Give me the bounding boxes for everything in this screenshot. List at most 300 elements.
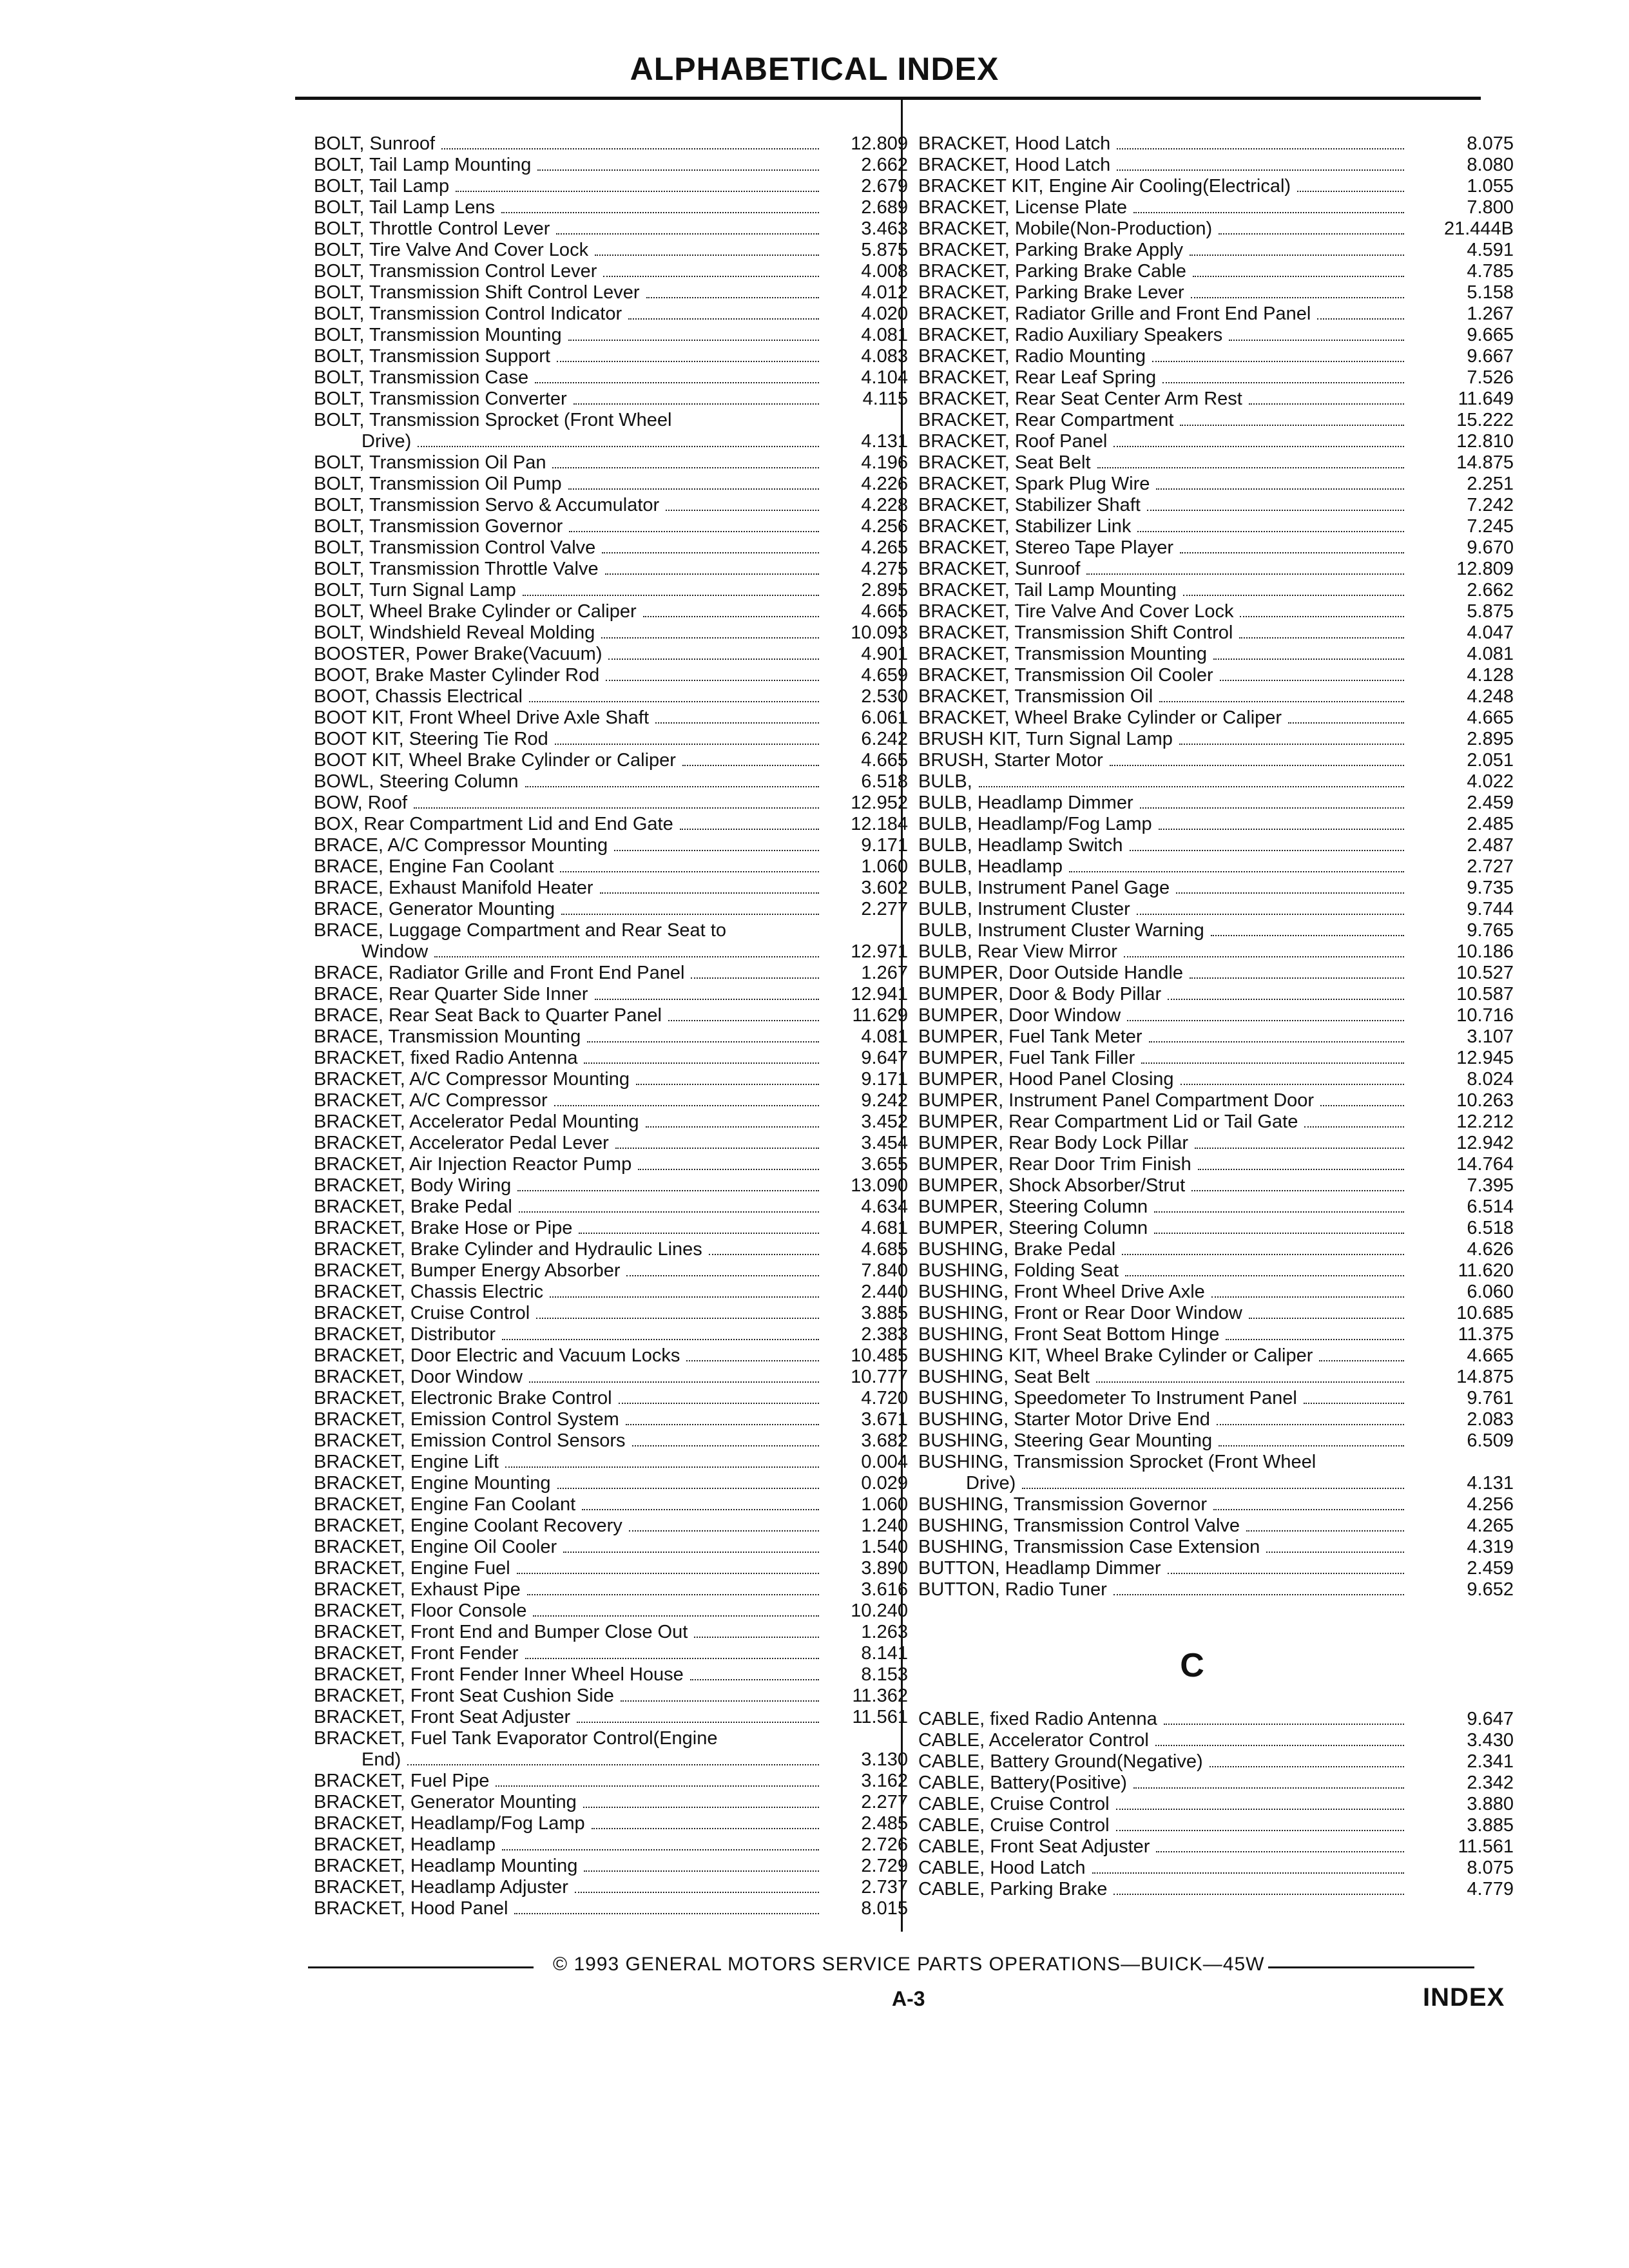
index-entry <box>314 1282 908 1303</box>
entry-label: BUSHING, Transmission Sprocket (Front Wheel <box>918 1452 1316 1472</box>
entry-name <box>918 1558 1411 1579</box>
entry-label: BUMPER, Steering Column <box>918 1196 1148 1217</box>
dot-leader <box>1159 701 1404 702</box>
entry-page-ref: 10.263 <box>1456 1090 1514 1111</box>
entry-label: BUMPER, Hood Panel Closing <box>918 1069 1174 1090</box>
dot-leader <box>533 1615 819 1617</box>
entry-name <box>314 771 825 793</box>
entry-page-ref: 7.242 <box>1467 495 1514 515</box>
entry-page-ref: 7.840 <box>861 1260 908 1281</box>
entry-name <box>918 1794 1411 1815</box>
entry-page-ref: 4.634 <box>861 1196 908 1217</box>
entry-label: BUSHING, Transmission Governor <box>918 1494 1208 1515</box>
entry-name <box>918 1324 1411 1345</box>
entry-page-ref: 4.275 <box>861 559 908 579</box>
entry-name <box>918 1494 1411 1515</box>
index-entry <box>314 1643 908 1664</box>
entry-page-ref: 5.875 <box>1467 601 1514 622</box>
index-entry <box>314 920 908 941</box>
entry-label: BRACKET, Generator Mounting <box>314 1792 577 1812</box>
entry-label: Drive) <box>966 1473 1016 1494</box>
entry-label: BUSHING, Transmission Control Valve <box>918 1515 1240 1536</box>
dot-leader <box>517 1573 819 1574</box>
dot-leader <box>694 1637 819 1638</box>
dot-leader <box>600 892 819 894</box>
entry-label: BRACKET, Parking Brake Lever <box>918 282 1184 303</box>
entry-label: BUSHING, Starter Motor Drive End <box>918 1409 1210 1430</box>
entry-name <box>314 941 825 963</box>
dot-leader <box>1211 1296 1404 1298</box>
entry-page-ref: 4.591 <box>1467 240 1514 260</box>
entry-name <box>314 1133 825 1154</box>
index-entry <box>314 1069 908 1090</box>
entry-name <box>314 814 825 835</box>
dot-leader <box>501 212 819 213</box>
entry-name <box>314 899 825 920</box>
index-entry <box>314 261 908 282</box>
entry-page-ref: 4.256 <box>1467 1494 1514 1515</box>
index-entry <box>918 218 1514 240</box>
entry-name <box>918 686 1411 707</box>
dot-leader <box>1213 658 1404 660</box>
dot-leader <box>1141 1062 1404 1064</box>
index-entry <box>918 1836 1514 1858</box>
entry-page-ref: 10.093 <box>851 622 908 643</box>
entry-label: BUSHING, Folding Seat <box>918 1260 1119 1281</box>
index-entry <box>918 729 1514 750</box>
page-title: ALPHABETICAL INDEX <box>630 51 999 87</box>
dot-leader <box>1266 1552 1404 1553</box>
dot-leader <box>537 169 819 171</box>
entry-name <box>918 1858 1411 1879</box>
index-entry <box>918 1239 1514 1260</box>
index-entry <box>314 133 908 155</box>
index-entry <box>918 325 1514 346</box>
entry-name <box>918 1367 1411 1388</box>
entry-name <box>918 1515 1411 1537</box>
entry-label: BOLT, Transmission Governor <box>314 516 563 537</box>
entry-name <box>918 176 1411 197</box>
entry-label: BRACKET, Engine Oil Cooler <box>314 1537 557 1557</box>
index-entry <box>314 431 908 452</box>
entry-page-ref: 2.895 <box>861 580 908 601</box>
entry-label: BULB, Headlamp/Fog Lamp <box>918 814 1152 834</box>
dot-leader <box>595 255 819 256</box>
entry-page-ref: 4.681 <box>861 1218 908 1238</box>
entry-label: BRACKET, Front Seat Cushion Side <box>314 1686 614 1706</box>
entry-page-ref: 3.616 <box>861 1579 908 1600</box>
entry-label: BRACKET, Engine Fan Coolant <box>314 1494 576 1515</box>
entry-name <box>918 1090 1411 1111</box>
dot-leader <box>557 361 819 362</box>
entry-label: CABLE, Cruise Control <box>918 1794 1110 1814</box>
entry-page-ref: 2.737 <box>861 1877 908 1898</box>
entry-page-ref: 12.942 <box>1456 1133 1514 1153</box>
entry-label: BUTTON, Radio Tuner <box>918 1579 1107 1600</box>
index-entry <box>314 1005 908 1026</box>
dot-leader <box>1317 318 1404 320</box>
entry-page-ref: 1.060 <box>861 1494 908 1515</box>
entry-name <box>314 856 825 878</box>
entry-label: BOLT, Tail Lamp Lens <box>314 197 496 218</box>
dot-leader <box>1180 552 1404 553</box>
entry-label: BRACKET, Stabilizer Link <box>918 516 1132 537</box>
entry-page-ref: 21.444B <box>1443 218 1514 239</box>
entry-page-ref: 4.081 <box>1467 644 1514 664</box>
entry-page-ref: 2.051 <box>1467 750 1514 771</box>
entry-name <box>918 1815 1411 1836</box>
entry-name <box>918 325 1411 346</box>
entry-name <box>918 1730 1411 1751</box>
index-entry <box>314 1515 908 1537</box>
entry-label: BOLT, Transmission Oil Pan <box>314 452 546 473</box>
index-entry <box>314 410 908 431</box>
dot-leader <box>979 786 1404 787</box>
dot-leader <box>1249 1318 1404 1319</box>
index-entry <box>314 1239 908 1260</box>
index-entry <box>918 814 1514 835</box>
entry-label: BRACKET, Body Wiring <box>314 1175 512 1196</box>
entry-page-ref: 9.171 <box>861 1069 908 1090</box>
entry-label: BRACE, Rear Seat Back to Quarter Panel <box>314 1005 662 1026</box>
index-entry <box>918 1879 1514 1900</box>
entry-label: BRACKET, Headlamp Mounting <box>314 1856 578 1876</box>
entry-page-ref: 11.561 <box>852 1707 908 1727</box>
index-entry <box>918 1537 1514 1558</box>
index-entry <box>314 1558 908 1579</box>
entry-label: BOLT, Transmission Support <box>314 346 550 367</box>
dot-leader <box>582 1509 819 1510</box>
index-entry <box>918 303 1514 325</box>
dot-leader <box>1183 595 1404 596</box>
entry-label: BRACKET, Stereo Tape Player <box>918 537 1173 558</box>
index-entry <box>918 963 1514 984</box>
dot-leader <box>595 999 819 1000</box>
dot-leader <box>1092 1872 1404 1874</box>
entry-page-ref: 4.081 <box>861 1026 908 1047</box>
dot-leader <box>1124 956 1404 957</box>
dot-leader <box>1213 1509 1404 1510</box>
entry-name <box>918 389 1411 410</box>
entry-name <box>918 282 1411 303</box>
entry-name <box>918 1026 1411 1048</box>
entry-label: CABLE, Hood Latch <box>918 1858 1086 1878</box>
entry-name <box>314 963 825 984</box>
index-entry <box>918 1090 1514 1111</box>
dot-leader <box>686 1360 819 1361</box>
entry-label: BRACKET, Fuel Pipe <box>314 1771 490 1791</box>
entry-page-ref: 4.022 <box>1467 771 1514 792</box>
dot-leader <box>563 1552 819 1553</box>
entry-name <box>918 580 1411 601</box>
entry-name <box>314 1409 825 1430</box>
entry-page-ref: 11.362 <box>852 1686 908 1706</box>
entry-name <box>314 1026 825 1048</box>
entry-label: BULB, Instrument Panel Gage <box>918 878 1170 898</box>
index-entry <box>314 325 908 346</box>
entry-page-ref: 9.647 <box>861 1048 908 1068</box>
entry-page-ref: 4.248 <box>1467 686 1514 707</box>
dot-leader <box>1127 1020 1404 1021</box>
index-entry <box>918 240 1514 261</box>
entry-name <box>918 644 1411 665</box>
footer-copyright: © 1993 GENERAL MOTORS SERVICE PARTS OPERATIONS—BUICK—45W <box>553 1954 1265 1975</box>
dot-leader <box>1198 1169 1404 1170</box>
entry-page-ref: 4.665 <box>861 601 908 622</box>
entry-name <box>314 1622 825 1643</box>
index-entry <box>918 707 1514 729</box>
entry-page-ref: 11.649 <box>1458 389 1514 409</box>
entry-name <box>918 707 1411 729</box>
dot-leader <box>628 318 819 320</box>
index-entry <box>918 1175 1514 1196</box>
entry-page-ref: 4.047 <box>1467 622 1514 643</box>
entry-page-ref: 4.265 <box>861 537 908 558</box>
entry-name <box>918 1196 1411 1218</box>
dot-leader <box>601 637 819 639</box>
entry-page-ref: 1.540 <box>861 1537 908 1557</box>
index-entry <box>918 389 1514 410</box>
entry-label: BRACKET, Hood Panel <box>314 1898 508 1919</box>
entry-name <box>918 814 1411 835</box>
index-entry <box>918 282 1514 303</box>
entry-name <box>918 367 1411 389</box>
index-entry <box>314 1430 908 1452</box>
entry-page-ref: 11.375 <box>1458 1324 1514 1345</box>
index-entry <box>314 218 908 240</box>
index-entry <box>918 1324 1514 1345</box>
blank-spacer <box>918 1600 1514 1622</box>
entry-name <box>918 1303 1411 1324</box>
dot-leader <box>555 744 819 745</box>
dot-leader <box>1117 169 1404 171</box>
dot-leader <box>603 276 819 277</box>
entry-name <box>314 1324 825 1345</box>
index-entry <box>314 1792 908 1813</box>
index-entry <box>314 1154 908 1175</box>
entry-label: BRACKET, Floor Console <box>314 1600 527 1621</box>
entry-label: BRACKET, Engine Mounting <box>314 1473 551 1494</box>
entry-name <box>918 601 1411 622</box>
dot-leader <box>1116 1809 1404 1810</box>
entry-page-ref: 2.459 <box>1467 793 1514 813</box>
index-entry <box>918 431 1514 452</box>
dot-leader <box>1191 297 1404 298</box>
entry-page-ref: 4.256 <box>861 516 908 537</box>
index-entry <box>918 197 1514 218</box>
entry-label: BRACKET, Spark Plug Wire <box>918 474 1150 494</box>
index-entry <box>314 899 908 920</box>
entry-label: BRACKET, Front End and Bumper Close Out <box>314 1622 688 1642</box>
entry-page-ref: 9.670 <box>1467 537 1514 558</box>
entry-page-ref: 12.971 <box>851 941 908 962</box>
dot-leader <box>502 1339 819 1340</box>
entry-label: BRACKET, Exhaust Pipe <box>314 1579 521 1600</box>
entry-label: BRACKET, Distributor <box>314 1324 496 1345</box>
dot-leader <box>615 1148 819 1149</box>
dot-leader <box>496 1785 819 1787</box>
entry-name <box>314 601 825 622</box>
entry-label: BRACKET, Brake Hose or Pipe <box>314 1218 573 1238</box>
dot-leader <box>1156 1851 1404 1852</box>
dot-leader <box>527 1594 819 1595</box>
dot-leader <box>1191 1190 1404 1191</box>
entry-label: BRACKET, Parking Brake Apply <box>918 240 1184 260</box>
entry-name <box>918 1836 1411 1858</box>
entry-name <box>314 1515 825 1537</box>
entry-label: BRACKET, Mobile(Non-Production) <box>918 218 1213 239</box>
dot-leader <box>592 1828 819 1829</box>
entry-name <box>918 963 1411 984</box>
entry-page-ref: 3.655 <box>861 1154 908 1175</box>
entry-label: BRACKET, Air Injection Reactor Pump <box>314 1154 632 1175</box>
dot-leader <box>606 680 819 681</box>
entry-name <box>918 1218 1411 1239</box>
entry-name <box>314 1303 825 1324</box>
entry-page-ref: 1.060 <box>861 856 908 877</box>
entry-page-ref: 4.720 <box>861 1388 908 1408</box>
dot-leader <box>666 510 819 511</box>
dot-leader <box>560 871 819 872</box>
entry-label: Window <box>361 941 429 962</box>
entry-name <box>314 1430 825 1452</box>
dot-leader <box>1219 1445 1404 1446</box>
entry-page-ref: 12.809 <box>1456 559 1514 579</box>
index-entry <box>918 1794 1514 1815</box>
index-entry <box>314 1111 908 1133</box>
entry-page-ref: 2.726 <box>861 1834 908 1855</box>
dot-leader <box>636 1084 819 1085</box>
entry-label: BOWL, Steering Column <box>314 771 519 792</box>
entry-page-ref: 4.901 <box>861 644 908 664</box>
dot-leader <box>1211 935 1404 936</box>
entry-name <box>918 835 1411 856</box>
entry-label: BRACE, Transmission Mounting <box>314 1026 581 1047</box>
entry-label: BUMPER, Shock Absorber/Strut <box>918 1175 1186 1196</box>
index-entry <box>314 1686 908 1707</box>
index-entry <box>314 1367 908 1388</box>
index-entry <box>918 1005 1514 1026</box>
index-entry <box>918 495 1514 516</box>
index-entry <box>314 1877 908 1898</box>
index-entry <box>314 176 908 197</box>
index-entry <box>918 1751 1514 1773</box>
dot-leader <box>1297 191 1404 192</box>
entry-label: BULB, Rear View Mirror <box>918 941 1117 962</box>
entry-page-ref: 2.487 <box>1467 835 1514 856</box>
entry-label: BRACKET, A/C Compressor Mounting <box>314 1069 630 1090</box>
dot-leader <box>1137 914 1404 915</box>
entry-label: BRACKET, Front Fender <box>314 1643 519 1664</box>
entry-name <box>918 303 1411 325</box>
entry-name <box>918 1345 1411 1367</box>
index-entry <box>314 1622 908 1643</box>
entry-label: BRACKET, Door Window <box>314 1367 523 1387</box>
entry-page-ref: 8.080 <box>1467 155 1514 175</box>
index-entry <box>314 1664 908 1686</box>
entry-page-ref: 6.518 <box>861 771 908 792</box>
index-entry <box>918 261 1514 282</box>
index-entry <box>918 452 1514 474</box>
dot-leader <box>1229 340 1404 341</box>
entry-label: BRACKET, Headlamp <box>314 1834 496 1855</box>
dot-leader <box>626 1424 819 1425</box>
entry-page-ref: 4.131 <box>1467 1473 1514 1494</box>
entry-name <box>314 1834 825 1856</box>
dot-leader <box>583 1807 819 1808</box>
dot-leader <box>414 807 819 809</box>
index-entry <box>314 878 908 899</box>
entry-page-ref: 7.526 <box>1467 367 1514 388</box>
entry-name <box>314 389 825 410</box>
left-index-column <box>314 133 908 1919</box>
entry-label: BRACKET, Rear Leaf Spring <box>918 367 1157 388</box>
index-entry <box>918 155 1514 176</box>
entry-name <box>918 452 1411 474</box>
entry-page-ref: 10.716 <box>1456 1005 1514 1026</box>
entry-page-ref: 9.665 <box>1467 325 1514 345</box>
dot-leader <box>1113 446 1404 447</box>
b-entries-list <box>918 133 1514 1600</box>
dot-leader <box>1116 1830 1404 1831</box>
index-entry <box>918 1773 1514 1794</box>
index-entry <box>314 282 908 303</box>
entry-name <box>314 1664 825 1686</box>
entry-name <box>918 1388 1411 1409</box>
entry-page-ref: 1.055 <box>1467 176 1514 197</box>
index-entry <box>918 537 1514 559</box>
dot-leader <box>1179 744 1404 745</box>
entry-page-ref: 4.665 <box>1467 1345 1514 1366</box>
index-entry <box>918 410 1514 431</box>
entry-label: BOLT, Transmission Shift Control Lever <box>314 282 640 303</box>
entry-page-ref: 3.162 <box>861 1771 908 1791</box>
dot-leader <box>529 1381 819 1383</box>
index-entry <box>918 1345 1514 1367</box>
entry-page-ref: 0.029 <box>861 1473 908 1494</box>
entry-page-ref: 2.342 <box>1467 1773 1514 1793</box>
index-entry <box>918 474 1514 495</box>
entry-name <box>918 1175 1411 1196</box>
dot-leader <box>1249 403 1404 405</box>
entry-name <box>918 1069 1411 1090</box>
dot-leader <box>587 1041 819 1043</box>
dot-leader <box>1022 1488 1404 1489</box>
entry-name <box>314 176 825 197</box>
index-entry <box>918 771 1514 793</box>
dot-leader <box>525 1658 820 1659</box>
entry-name <box>314 729 825 750</box>
dot-leader <box>561 914 819 915</box>
dot-leader <box>441 148 819 149</box>
entry-name <box>918 1430 1411 1452</box>
entry-label: BRACKET, Engine Coolant Recovery <box>314 1515 622 1536</box>
entry-label: BUMPER, Door Window <box>918 1005 1121 1026</box>
entry-page-ref: 4.626 <box>1467 1239 1514 1260</box>
index-entry <box>314 856 908 878</box>
entry-label: BRACKET, Wheel Brake Cylinder or Caliper <box>918 707 1282 728</box>
entry-name <box>314 1749 825 1771</box>
footer-rule-right <box>1268 1966 1474 1968</box>
dot-leader <box>1152 361 1404 362</box>
entry-label: BRACKET, A/C Compressor <box>314 1090 548 1111</box>
entry-name <box>918 1879 1411 1900</box>
index-entry <box>314 1048 908 1069</box>
entry-name <box>314 346 825 367</box>
entry-label: BOLT, Transmission Case <box>314 367 529 388</box>
entry-name <box>314 878 825 899</box>
entry-label: BRACKET, Engine Fuel <box>314 1558 510 1579</box>
